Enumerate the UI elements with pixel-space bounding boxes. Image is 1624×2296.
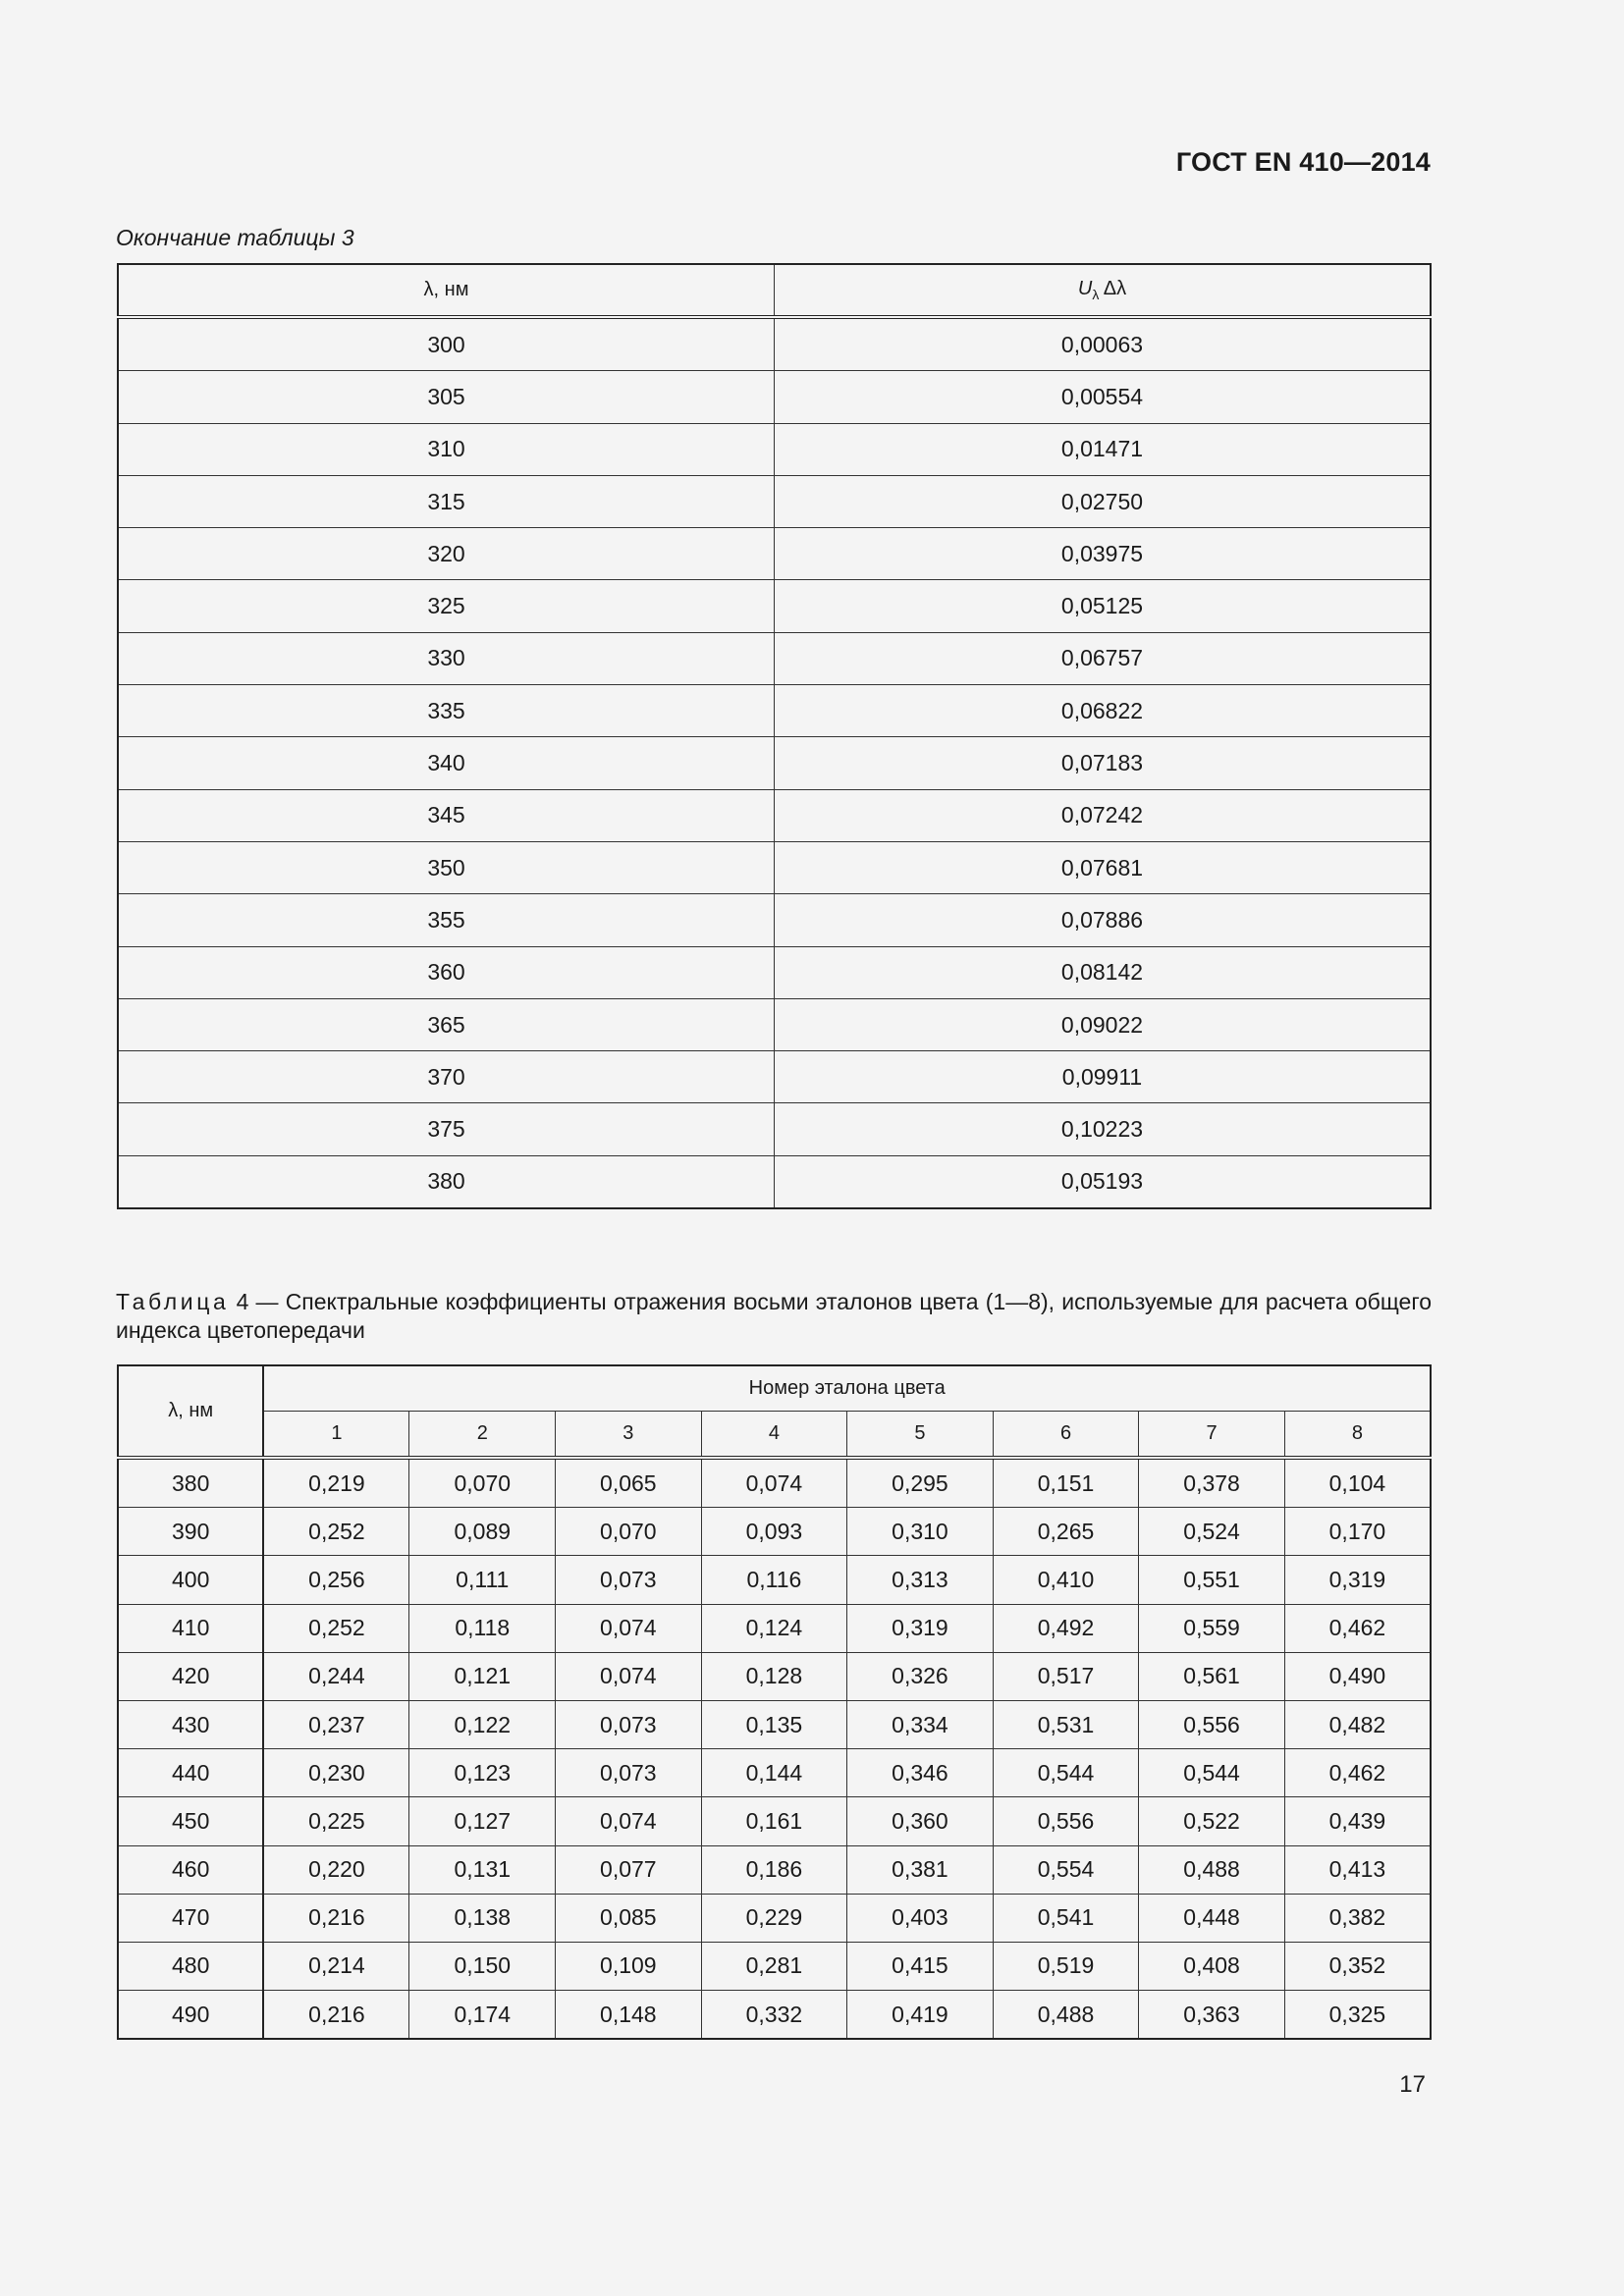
wavelength-cell: 320	[118, 528, 775, 580]
table4-subheader: 8	[1284, 1412, 1431, 1459]
value-cell: 0,05125	[775, 580, 1432, 632]
wavelength-cell: 430	[118, 1700, 263, 1748]
reflectance-cell: 0,073	[556, 1749, 702, 1797]
wavelength-cell: 305	[118, 371, 775, 423]
value-cell: 0,07183	[775, 737, 1432, 789]
reflectance-cell: 0,138	[409, 1894, 556, 1942]
reflectance-cell: 0,144	[701, 1749, 847, 1797]
table4-subheader: 3	[556, 1412, 702, 1459]
table-row	[118, 946, 1431, 998]
table-row	[118, 1155, 1431, 1208]
wavelength-cell: 350	[118, 841, 775, 893]
reflectance-cell: 0,074	[701, 1458, 847, 1508]
table-row	[118, 528, 1431, 580]
table3-col-value-delta: Δλ	[1099, 278, 1127, 299]
table4-subheader: 7	[1139, 1412, 1285, 1459]
reflectance-cell: 0,074	[556, 1797, 702, 1845]
reflectance-cell: 0,229	[701, 1894, 847, 1942]
table-row	[118, 580, 1431, 632]
reflectance-cell: 0,122	[409, 1700, 556, 1748]
table4-header-row	[118, 1365, 1431, 1412]
reflectance-cell: 0,265	[993, 1508, 1139, 1556]
wavelength-cell: 330	[118, 632, 775, 684]
reflectance-cell: 0,281	[701, 1942, 847, 1990]
reflectance-cell: 0,524	[1139, 1508, 1285, 1556]
table-row	[118, 1845, 1431, 1894]
reflectance-cell: 0,363	[1139, 1991, 1285, 2040]
table3-col-value-header	[775, 264, 1432, 317]
table-row	[118, 789, 1431, 841]
reflectance-cell: 0,517	[993, 1652, 1139, 1700]
wavelength-cell: 360	[118, 946, 775, 998]
reflectance-cell: 0,541	[993, 1894, 1139, 1942]
wavelength-cell: 460	[118, 1845, 263, 1894]
reflectance-cell: 0,295	[847, 1458, 994, 1508]
table3-col-value-subscript: λ	[1092, 287, 1100, 302]
wavelength-cell: 370	[118, 1051, 775, 1103]
table4-caption-text: 4 — Спектральные коэффициенты отражения восьми эталонов цвета (1—8), используемые для расчета общего индекса цветопередачи	[116, 1289, 1432, 1343]
table-row	[118, 1458, 1431, 1508]
table-row	[118, 685, 1431, 737]
table-row	[118, 371, 1431, 423]
reflectance-cell: 0,093	[701, 1508, 847, 1556]
reflectance-cell: 0,325	[1284, 1991, 1431, 2040]
table-row	[118, 423, 1431, 475]
table4-subheader: 6	[993, 1412, 1139, 1459]
reflectance-cell: 0,382	[1284, 1894, 1431, 1942]
wavelength-cell: 400	[118, 1556, 263, 1604]
reflectance-cell: 0,310	[847, 1508, 994, 1556]
reflectance-cell: 0,482	[1284, 1700, 1431, 1748]
reflectance-cell: 0,151	[993, 1458, 1139, 1508]
reflectance-cell: 0,252	[263, 1508, 409, 1556]
reflectance-cell: 0,346	[847, 1749, 994, 1797]
reflectance-cell: 0,065	[556, 1458, 702, 1508]
wavelength-cell: 380	[118, 1458, 263, 1508]
table-row	[118, 737, 1431, 789]
wavelength-cell: 490	[118, 1991, 263, 2040]
reflectance-cell: 0,488	[1139, 1845, 1285, 1894]
table-row	[118, 894, 1431, 946]
reflectance-cell: 0,216	[263, 1894, 409, 1942]
reflectance-cell: 0,118	[409, 1604, 556, 1652]
reflectance-cell: 0,415	[847, 1942, 994, 1990]
table3-header-row	[118, 264, 1431, 317]
reflectance-cell: 0,150	[409, 1942, 556, 1990]
reflectance-cell: 0,124	[701, 1604, 847, 1652]
reflectance-cell: 0,128	[701, 1652, 847, 1700]
table4-subheader: 5	[847, 1412, 994, 1459]
reflectance-cell: 0,410	[993, 1556, 1139, 1604]
reflectance-cell: 0,104	[1284, 1458, 1431, 1508]
value-cell: 0,02750	[775, 475, 1432, 527]
reflectance-cell: 0,121	[409, 1652, 556, 1700]
table4-caption	[116, 1288, 1432, 1345]
reflectance-cell: 0,332	[701, 1991, 847, 2040]
reflectance-cell: 0,319	[847, 1604, 994, 1652]
table-row	[118, 1652, 1431, 1700]
value-cell: 0,10223	[775, 1103, 1432, 1155]
reflectance-cell: 0,085	[556, 1894, 702, 1942]
table4-group-header: Номер эталона цвета	[263, 1365, 1431, 1412]
reflectance-cell: 0,073	[556, 1556, 702, 1604]
reflectance-cell: 0,544	[1139, 1749, 1285, 1797]
reflectance-cell: 0,313	[847, 1556, 994, 1604]
reflectance-cell: 0,109	[556, 1942, 702, 1990]
document-code: ГОСТ EN 410—2014	[1175, 147, 1431, 177]
wavelength-cell: 375	[118, 1103, 775, 1155]
value-cell: 0,07886	[775, 894, 1432, 946]
reflectance-cell: 0,123	[409, 1749, 556, 1797]
reflectance-cell: 0,462	[1284, 1749, 1431, 1797]
table-row	[118, 632, 1431, 684]
table4-subheader-row	[118, 1412, 1431, 1459]
reflectance-cell: 0,220	[263, 1845, 409, 1894]
reflectance-cell: 0,556	[1139, 1700, 1285, 1748]
wavelength-cell: 380	[118, 1155, 775, 1208]
reflectance-cell: 0,381	[847, 1845, 994, 1894]
table-row	[118, 1556, 1431, 1604]
table-row	[118, 1991, 1431, 2040]
reflectance-cell: 0,439	[1284, 1797, 1431, 1845]
reflectance-cell: 0,352	[1284, 1942, 1431, 1990]
wavelength-cell: 420	[118, 1652, 263, 1700]
reflectance-cell: 0,378	[1139, 1458, 1285, 1508]
value-cell: 0,06757	[775, 632, 1432, 684]
reflectance-cell: 0,073	[556, 1700, 702, 1748]
table-row	[118, 1103, 1431, 1155]
table4-subheader: 2	[409, 1412, 556, 1459]
reflectance-cell: 0,170	[1284, 1508, 1431, 1556]
value-cell: 0,00063	[775, 317, 1432, 371]
value-cell: 0,01471	[775, 423, 1432, 475]
page-number: 17	[1399, 2071, 1426, 2098]
reflectance-cell: 0,077	[556, 1845, 702, 1894]
wavelength-cell: 335	[118, 685, 775, 737]
reflectance-cell: 0,551	[1139, 1556, 1285, 1604]
table4-subheader: 4	[701, 1412, 847, 1459]
reflectance-cell: 0,237	[263, 1700, 409, 1748]
reflectance-cell: 0,419	[847, 1991, 994, 2040]
reflectance-cell: 0,089	[409, 1508, 556, 1556]
table-row	[118, 317, 1431, 371]
value-cell: 0,00554	[775, 371, 1432, 423]
reflectance-cell: 0,408	[1139, 1942, 1285, 1990]
reflectance-cell: 0,490	[1284, 1652, 1431, 1700]
reflectance-cell: 0,111	[409, 1556, 556, 1604]
wavelength-cell: 310	[118, 423, 775, 475]
table-row	[118, 1700, 1431, 1748]
reflectance-cell: 0,148	[556, 1991, 702, 2040]
wavelength-cell: 315	[118, 475, 775, 527]
reflectance-cell: 0,492	[993, 1604, 1139, 1652]
reflectance-cell: 0,161	[701, 1797, 847, 1845]
table3	[117, 263, 1432, 1209]
value-cell: 0,05193	[775, 1155, 1432, 1208]
value-cell: 0,03975	[775, 528, 1432, 580]
reflectance-cell: 0,403	[847, 1894, 994, 1942]
reflectance-cell: 0,070	[409, 1458, 556, 1508]
table-row	[118, 1749, 1431, 1797]
value-cell: 0,07681	[775, 841, 1432, 893]
table-row	[118, 998, 1431, 1050]
wavelength-cell: 390	[118, 1508, 263, 1556]
value-cell: 0,07242	[775, 789, 1432, 841]
reflectance-cell: 0,214	[263, 1942, 409, 1990]
reflectance-cell: 0,448	[1139, 1894, 1285, 1942]
reflectance-cell: 0,186	[701, 1845, 847, 1894]
value-cell: 0,08142	[775, 946, 1432, 998]
table4-subheader: 1	[263, 1412, 409, 1459]
table-row	[118, 1797, 1431, 1845]
reflectance-cell: 0,219	[263, 1458, 409, 1508]
value-cell: 0,09022	[775, 998, 1432, 1050]
reflectance-cell: 0,127	[409, 1797, 556, 1845]
reflectance-cell: 0,074	[556, 1604, 702, 1652]
wavelength-cell: 410	[118, 1604, 263, 1652]
reflectance-cell: 0,252	[263, 1604, 409, 1652]
wavelength-cell: 355	[118, 894, 775, 946]
reflectance-cell: 0,561	[1139, 1652, 1285, 1700]
table-row	[118, 1051, 1431, 1103]
table4-caption-label: Таблица	[116, 1289, 230, 1314]
reflectance-cell: 0,135	[701, 1700, 847, 1748]
reflectance-cell: 0,131	[409, 1845, 556, 1894]
table3-col-value-symbol: U	[1077, 278, 1093, 299]
reflectance-cell: 0,531	[993, 1700, 1139, 1748]
value-cell: 0,06822	[775, 685, 1432, 737]
reflectance-cell: 0,116	[701, 1556, 847, 1604]
reflectance-cell: 0,559	[1139, 1604, 1285, 1652]
table-row	[118, 1894, 1431, 1942]
table-row	[118, 475, 1431, 527]
reflectance-cell: 0,074	[556, 1652, 702, 1700]
reflectance-cell: 0,544	[993, 1749, 1139, 1797]
wavelength-cell: 340	[118, 737, 775, 789]
table-row	[118, 1604, 1431, 1652]
table-row	[118, 1508, 1431, 1556]
wavelength-cell: 325	[118, 580, 775, 632]
reflectance-cell: 0,554	[993, 1845, 1139, 1894]
reflectance-cell: 0,413	[1284, 1845, 1431, 1894]
reflectance-cell: 0,225	[263, 1797, 409, 1845]
wavelength-cell: 365	[118, 998, 775, 1050]
wavelength-cell: 480	[118, 1942, 263, 1990]
reflectance-cell: 0,244	[263, 1652, 409, 1700]
table3-col-wavelength-header: λ, нм	[118, 264, 775, 317]
reflectance-cell: 0,070	[556, 1508, 702, 1556]
wavelength-cell: 345	[118, 789, 775, 841]
reflectance-cell: 0,360	[847, 1797, 994, 1845]
table4	[117, 1364, 1432, 2040]
reflectance-cell: 0,519	[993, 1942, 1139, 1990]
table3-caption: Окончание таблицы 3	[116, 225, 354, 250]
reflectance-cell: 0,216	[263, 1991, 409, 2040]
reflectance-cell: 0,326	[847, 1652, 994, 1700]
reflectance-cell: 0,522	[1139, 1797, 1285, 1845]
table4-col-wavelength-header: λ, нм	[118, 1365, 263, 1458]
reflectance-cell: 0,488	[993, 1991, 1139, 2040]
reflectance-cell: 0,174	[409, 1991, 556, 2040]
table-row	[118, 841, 1431, 893]
value-cell: 0,09911	[775, 1051, 1432, 1103]
table-row	[118, 1942, 1431, 1990]
wavelength-cell: 450	[118, 1797, 263, 1845]
reflectance-cell: 0,256	[263, 1556, 409, 1604]
wavelength-cell: 440	[118, 1749, 263, 1797]
wavelength-cell: 300	[118, 317, 775, 371]
reflectance-cell: 0,556	[993, 1797, 1139, 1845]
reflectance-cell: 0,334	[847, 1700, 994, 1748]
reflectance-cell: 0,319	[1284, 1556, 1431, 1604]
wavelength-cell: 470	[118, 1894, 263, 1942]
reflectance-cell: 0,462	[1284, 1604, 1431, 1652]
reflectance-cell: 0,230	[263, 1749, 409, 1797]
